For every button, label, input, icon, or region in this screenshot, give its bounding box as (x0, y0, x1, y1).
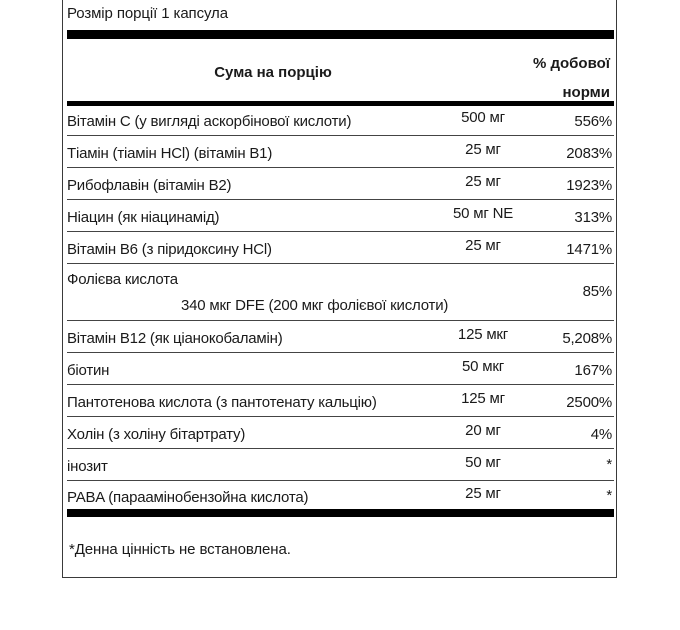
row-separator (67, 320, 614, 321)
nutrient-name: біотин (67, 362, 110, 379)
daily-value-header (490, 49, 610, 107)
nutrient-name: Пантотенова кислота (з пантотенату кальцію) (67, 394, 377, 411)
daily-value-header-line2: норми (562, 84, 610, 101)
nutrient-amount: 50 мг (465, 454, 501, 471)
row-separator (67, 416, 614, 417)
serving-size: Розмір порції 1 капсула (67, 5, 228, 22)
footnote: *Денна цінність не встановлена. (69, 541, 291, 558)
nutrient-row-vitamin-b6 (67, 237, 614, 261)
nutrient-name: Рибофлавін (вітамін В2) (67, 177, 232, 194)
nutrient-amount: 25 мг (465, 141, 501, 158)
nutrient-daily-value: 1471% (566, 241, 612, 258)
nutrient-amount: 20 мг (465, 422, 501, 439)
amount-per-serving-header: Сума на порцію (214, 64, 332, 81)
nutrient-name: Вітамін В6 (з піридоксину HCl) (67, 241, 272, 258)
supplement-facts-panel (62, 0, 617, 578)
bottom-divider-bar (67, 509, 614, 517)
daily-value-header-line1: % добової (532, 55, 610, 72)
nutrient-row-biotin (67, 358, 614, 382)
nutrient-daily-value: 2083% (566, 145, 612, 162)
nutrient-amount: 25 мг (465, 237, 501, 254)
nutrient-row-thiamin (67, 141, 614, 165)
nutrient-amount: 500 мг (461, 109, 505, 126)
nutrient-daily-value: 85% (582, 283, 612, 300)
nutrient-row-pantothenic-acid (67, 390, 614, 414)
nutrient-amount: 50 мг NE (452, 205, 514, 222)
nutrient-row-vitamin-c (67, 109, 614, 133)
nutrient-amount: 25 мг (465, 485, 501, 502)
nutrient-name: Вітамін С (у вигляді аскорбінової кислоти) (67, 113, 352, 130)
row-separator (67, 135, 614, 136)
nutrient-amount: 340 мкг DFE (200 мкг фолієвої кислоти) (181, 297, 449, 314)
nutrient-name: PABA (параамінобензойна кислота) (67, 489, 309, 506)
nutrient-row-paba (67, 485, 614, 509)
nutrient-daily-value: 556% (574, 113, 612, 130)
nutrient-amount: 125 мкг (457, 326, 509, 343)
nutrient-daily-value: * (606, 487, 612, 504)
nutrient-name: Холін (з холіну бітартрату) (67, 426, 246, 443)
nutrient-daily-value: * (606, 456, 612, 473)
nutrient-daily-value: 4% (590, 426, 612, 443)
nutrient-name: Тіамін (тіамін HCl) (вітамін В1) (67, 145, 273, 162)
nutrient-amount: 125 мг (461, 390, 505, 407)
nutrient-daily-value: 5,208% (562, 330, 612, 347)
top-divider-bar (67, 30, 614, 39)
nutrient-name: Вітамін В12 (як ціанокобаламін) (67, 330, 283, 347)
nutrient-row-inositol (67, 454, 614, 478)
nutrient-daily-value: 167% (574, 362, 612, 379)
nutrient-amount: 25 мг (465, 173, 501, 190)
row-separator (67, 167, 614, 168)
row-separator (67, 231, 614, 232)
nutrient-row-choline (67, 422, 614, 446)
nutrient-daily-value: 313% (574, 209, 612, 226)
row-separator (67, 199, 614, 200)
nutrient-daily-value: 1923% (566, 177, 612, 194)
nutrient-row-niacin (67, 205, 614, 229)
nutrient-daily-value: 2500% (566, 394, 612, 411)
row-separator (67, 480, 614, 481)
nutrient-row-folic-acid (67, 269, 614, 317)
row-separator (67, 263, 614, 264)
nutrient-name: Фолієва кислота (67, 271, 178, 288)
header-divider-bar (67, 101, 614, 106)
row-separator (67, 384, 614, 385)
nutrient-row-vitamin-b12 (67, 326, 614, 350)
row-separator (67, 448, 614, 449)
nutrient-amount: 50 мкг (462, 358, 504, 375)
row-separator (67, 352, 614, 353)
nutrient-name: Ніацин (як ніацинамід) (67, 209, 220, 226)
nutrient-row-riboflavin (67, 173, 614, 197)
nutrient-name: інозит (67, 458, 108, 475)
